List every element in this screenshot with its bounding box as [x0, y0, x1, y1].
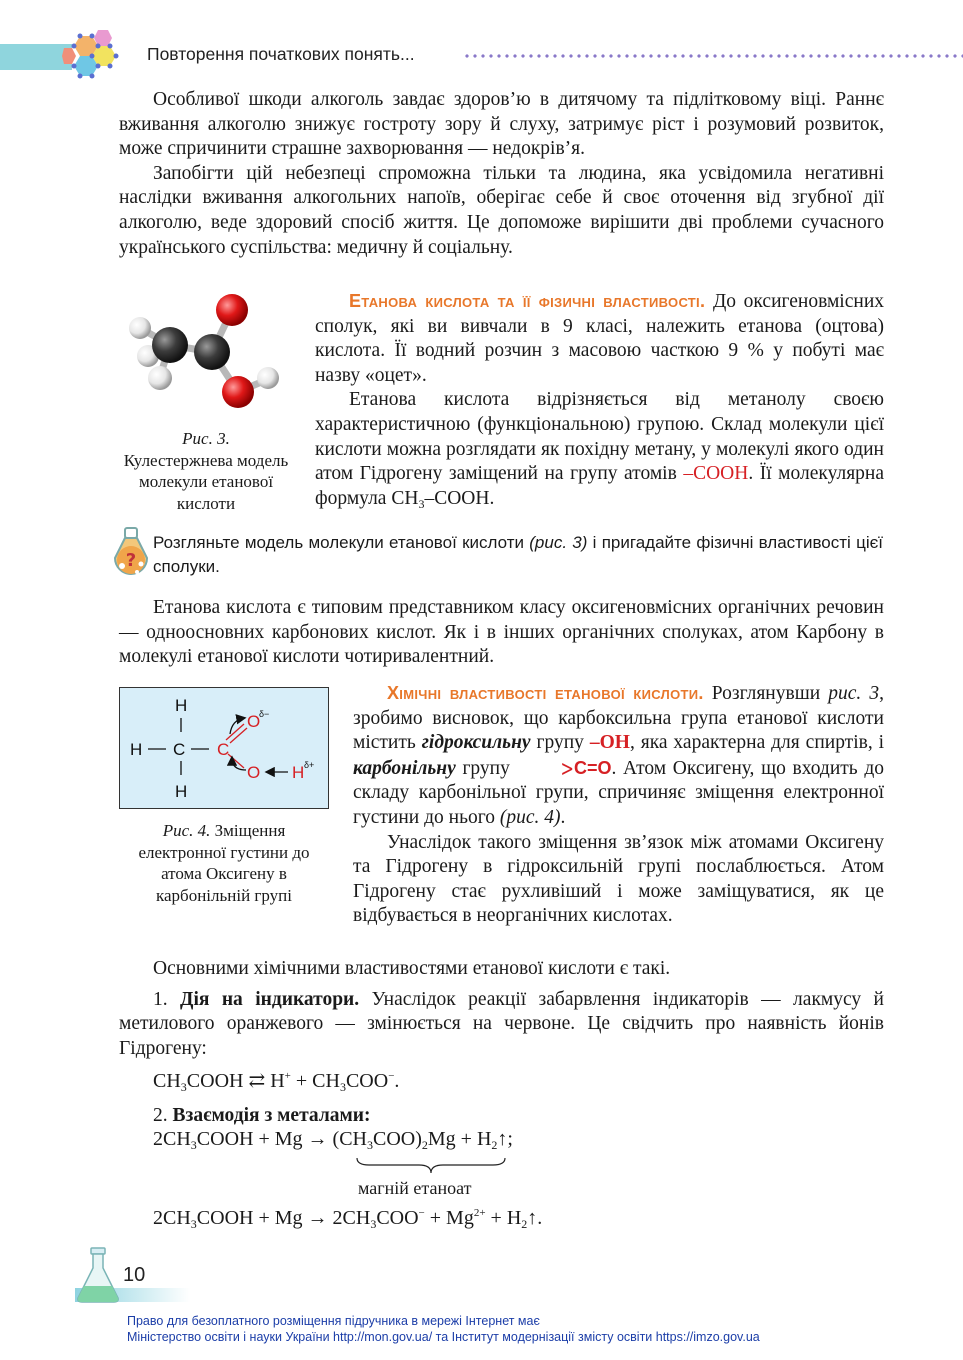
properties-text — [119, 957, 884, 1061]
carbonyl-term: карбонільну — [353, 757, 456, 779]
prop2-heading: 2. Взаємодія з металами: — [153, 1105, 371, 1126]
fig4-diagram — [119, 687, 329, 809]
equation-3: $2CH_3COOH + Mg \to 2CH_3COO^- + Mg^{2+}$ + $H_2↑$. — [153, 1207, 543, 1231]
section1-paragraph-2: Етанова кислота відрізняється від метанолу своєю характеристичною (функціональною) групою. Склад молекули цієї кислоти можна розглядати як похідну метану, у молекулі якого один атом Гідрогену заміщений на групу атомів –COOH. Її молекулярна формула $CH_3$–COOH. — [315, 389, 885, 511]
fig3-caption — [112, 428, 300, 514]
cooh-group: –COOH — [683, 463, 749, 485]
fig3-molecule-model — [112, 290, 294, 420]
fig4-atom-o-carbonyl: O — [247, 712, 261, 731]
section2-heading: Хімічні властивості етанової кислоти. — [387, 683, 704, 703]
svg-text:?: ? — [125, 550, 137, 571]
fig4-atom-c-carbonyl: C — [217, 740, 230, 759]
section2-paragraph-2: Унаслідок такого зміщення зв’язок між атомами Оксигену та Гідрогену в гідроксильній групі послаблюється. Атом Гідрогену стає рухливіший і може заміщуватися, як це відбувається в неорганічних кислотах. — [353, 831, 884, 927]
fig4-label: Рис. 4. — [162, 821, 211, 840]
fig4-delta-minus: δ− — [259, 709, 270, 719]
section2-paragraph-1: Хімічні властивості етанової кислоти. Розглянувши рис. 3, зробимо висновок, що карбоксильна група етанової кислоти містить гідроксильну групу –OH, яка характерна для спиртів, і карбонільну групу >C=O. Атом Оксигену, що входить до складу карбонільної групи, спричиняє зміщення електронної густини до нього (рис. 4). — [353, 683, 885, 828]
oh-group: –OH — [589, 732, 630, 754]
flask-icon — [74, 1246, 122, 1304]
fig4-atom-h-hydroxyl: H — [292, 763, 305, 782]
magnesium-ethanoate-label: магній етаноат — [358, 1178, 472, 1198]
header-decoration-icon — [62, 28, 132, 84]
section1-heading: Етанова кислота та її фізичні властивості. — [349, 291, 706, 311]
section2-text — [353, 681, 884, 929]
footer-line-2: Міністерство освіти і науки України http://mon.gov.ua/ та Інститут модернізації змісту освіти https://imzo.gov.ua — [127, 1330, 760, 1344]
carbonyl-bracket-icon: > — [560, 754, 574, 782]
fig4-atom-h-top: H — [175, 696, 188, 715]
fig4-atom-c-left: C — [173, 740, 186, 759]
fig4-caption — [119, 820, 329, 906]
section1-paragraph-1: До оксигеновмісних сполук, які ви вивчали в 9 класі, належить етанова (оцтова) кислота. Її водний розчин з масовою часткою 9 % у побуті має назву «оцет». — [315, 291, 885, 386]
equation-1: $CH_3COOH$ ⇄ $H^+ + CH_3COO^-$. — [153, 1070, 400, 1094]
co-group: C=O — [573, 757, 612, 778]
flask-question-icon — [109, 526, 153, 578]
fig4-atom-h-left: H — [130, 740, 143, 759]
header-title: Повторення початкових понять... — [147, 44, 415, 64]
fig4-caption-text: Зміщення електронної густини до атома Оксигену в карбонільній групі — [138, 821, 310, 905]
footer-line-1: Право для безоплатного розміщення підручника в мережі Інтернет має — [127, 1314, 540, 1328]
underbrace-icon — [355, 1156, 507, 1176]
prop1-title: Дія на індикатори. — [180, 988, 360, 1010]
page-number: 10 — [123, 1264, 146, 1286]
magnesium-ethanoate-formula: $(CH_3COO)_2Mg$ — [332, 1128, 456, 1152]
fig4-atom-h-bottom: H — [175, 782, 188, 801]
task-text: Розгляньте модель молекули етанової кислоти (рис. 3) і пригадайте фізичні властивості цієї сполуки. — [153, 533, 883, 576]
fig3-label: Рис. 3. — [182, 429, 230, 448]
middle-paragraph: Етанова кислота є типовим представником класу оксигеновмісних органічних речовин — одноосновних карбонових кислот. Як і в інших органічних сполуках, атом Карбону в молекулі етанової кислоти чотиривалентний. — [119, 597, 884, 668]
header-dotted-line — [463, 54, 963, 58]
footer — [127, 1313, 760, 1345]
prop1-paragraph: 1. Дія на індикатори. Унаслідок реакції забарвлення індикаторів — лакмусу й метилового оранжевого — змінюється на червоне. Це свідчить про наявність йонів Гідрогену: — [119, 988, 884, 1059]
intro-text — [119, 88, 884, 260]
fig4-atom-o-hydroxyl: O — [247, 763, 261, 782]
fig3-caption-text: Кулестержнева модель молекули етанової кислоти — [123, 450, 289, 513]
intro-paragraph-1: Особливої шкоди алкоголь завдає здоров’ю в дитячому та підлітковому віці. Раннє вживання алкоголю знижує гостроту зору й слуху, затримує ріст і розумовий розвиток, може спричинити страшне захворювання — недокрів’я. — [119, 89, 884, 160]
equation-2: $2CH_3COOH + Mg \to (CH_3COO)_2Mg$ + $H_2↑$; — [153, 1128, 513, 1152]
intro-paragraph-2: Запобігти цій небезпеці спроможна тільки та людина, яка усвідомила негативні наслідки вживання алкогольних напоїв, оберігає себе й своє оточення від згубної дії алкоголю, веде здоровий спосіб життя. Це допоможе вирішити дві проблеми сучасного українського суспільства: медичну й соціальну. — [119, 162, 884, 258]
main-props-intro: Основними хімічними властивостями етанової кислоти є такі. — [153, 958, 671, 979]
fig4-delta-plus: δ+ — [304, 760, 315, 770]
hydroxyl-term: гідроксильну — [421, 732, 531, 754]
section1-text — [315, 289, 884, 516]
